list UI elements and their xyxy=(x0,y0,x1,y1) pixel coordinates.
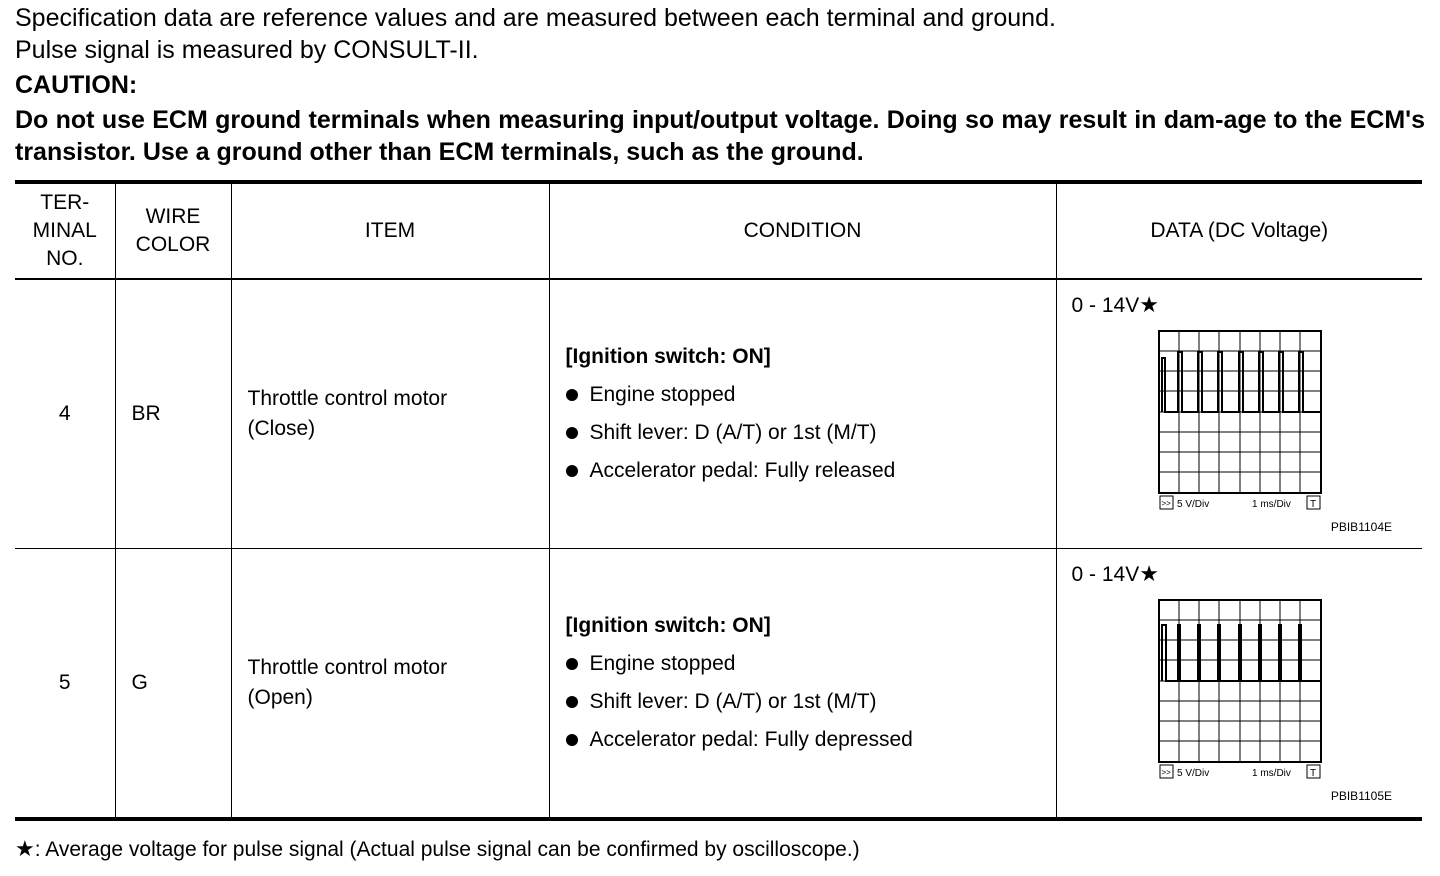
footnote xyxy=(15,836,860,862)
caution-text: Do not use ECM ground terminals when measuring input/output voltage. Doing so may result in dam-age to the ECM's transistor. Use a ground other than ECM terminals, such as the ground. xyxy=(15,106,1425,166)
wire-color: G xyxy=(115,549,231,820)
star-icon: ★ xyxy=(1139,292,1159,317)
data-cell xyxy=(1056,279,1422,549)
table-row xyxy=(15,549,1422,820)
scope-arrow-label: >> xyxy=(1161,768,1171,777)
bullet-icon xyxy=(566,696,578,708)
condition-text: Engine stopped xyxy=(589,383,736,406)
condition-cell xyxy=(549,279,1056,549)
condition-bullet xyxy=(566,721,1056,759)
bullet-icon xyxy=(566,389,578,401)
bullet-icon xyxy=(566,658,578,670)
star-icon: ★ xyxy=(1139,561,1159,586)
condition-text: Shift lever: D (A/T) or 1st (M/T) xyxy=(589,421,877,444)
header-terminal-no xyxy=(15,182,115,279)
volt-scale: 5 V/Div xyxy=(1176,499,1209,510)
header-terminal-line1: TER- xyxy=(40,191,90,214)
scope-arrow-label: >> xyxy=(1161,499,1171,508)
volt-scale: 5 V/Div xyxy=(1176,768,1209,779)
data-value xyxy=(1072,561,1159,587)
figure-reference: PBIB1104E xyxy=(1330,520,1392,534)
table-header-row xyxy=(15,182,1422,279)
footnote-text: : Average voltage for pulse signal (Actual pulse signal can be confirmed by oscilloscope.) xyxy=(34,838,860,861)
condition-bullet xyxy=(566,645,1056,683)
terminal-spec-table xyxy=(15,180,1422,821)
condition-text: Accelerator pedal: Fully released xyxy=(589,459,896,482)
pulse-note: Pulse signal is measured by CONSULT-II. xyxy=(15,36,479,64)
condition-bullet xyxy=(566,376,1056,414)
data-value xyxy=(1072,292,1159,318)
header-data: DATA (DC Voltage) xyxy=(1056,182,1422,279)
wire-color: BR xyxy=(115,279,231,549)
oscilloscope-waveform xyxy=(1158,599,1323,781)
item-cell xyxy=(231,549,549,820)
condition-heading: [Ignition switch: ON] xyxy=(565,614,771,637)
spec-note: Specification data are reference values and are measured between each terminal and ground. xyxy=(15,4,1056,32)
data-cell xyxy=(1056,549,1422,820)
voltage-range: 0 - 14V xyxy=(1071,294,1140,317)
star-icon: ★ xyxy=(15,836,35,861)
bullet-icon xyxy=(566,734,578,746)
figure-reference: PBIB1105E xyxy=(1330,789,1392,803)
item-name: Throttle control motor xyxy=(247,387,448,410)
header-item: ITEM xyxy=(231,182,549,279)
condition-text: Shift lever: D (A/T) or 1st (M/T) xyxy=(589,690,877,713)
condition-bullet xyxy=(566,683,1056,721)
condition-heading: [Ignition switch: ON] xyxy=(565,345,771,368)
header-terminal-line3: NO. xyxy=(46,247,84,270)
caution-title: CAUTION: xyxy=(15,71,138,99)
item-detail: (Open) xyxy=(247,686,313,709)
condition-bullet xyxy=(566,414,1056,452)
terminal-no: 5 xyxy=(15,549,115,820)
time-scale: 1 ms/Div xyxy=(1251,499,1291,510)
table-row xyxy=(15,279,1422,549)
intro-section xyxy=(15,2,1425,168)
header-wire-line1: WIRE xyxy=(145,205,201,228)
item-detail: (Close) xyxy=(247,417,316,440)
condition-cell xyxy=(549,549,1056,820)
terminal-no: 4 xyxy=(15,279,115,549)
condition-bullet xyxy=(566,452,1056,490)
header-condition: CONDITION xyxy=(549,182,1056,279)
header-wire-color xyxy=(115,182,231,279)
header-wire-line2: COLOR xyxy=(135,233,211,256)
condition-text: Accelerator pedal: Fully depressed xyxy=(589,728,913,751)
time-scale: 1 ms/Div xyxy=(1251,768,1291,779)
item-name: Throttle control motor xyxy=(247,656,448,679)
bullet-icon xyxy=(566,427,578,439)
oscilloscope-waveform xyxy=(1158,330,1323,512)
condition-text: Engine stopped xyxy=(589,652,736,675)
scope-mode-label: T xyxy=(1309,499,1316,510)
scope-mode-label: T xyxy=(1309,768,1316,779)
item-cell xyxy=(231,279,549,549)
header-terminal-line2: MINAL xyxy=(32,219,97,242)
voltage-range: 0 - 14V xyxy=(1071,563,1140,586)
bullet-icon xyxy=(566,465,578,477)
